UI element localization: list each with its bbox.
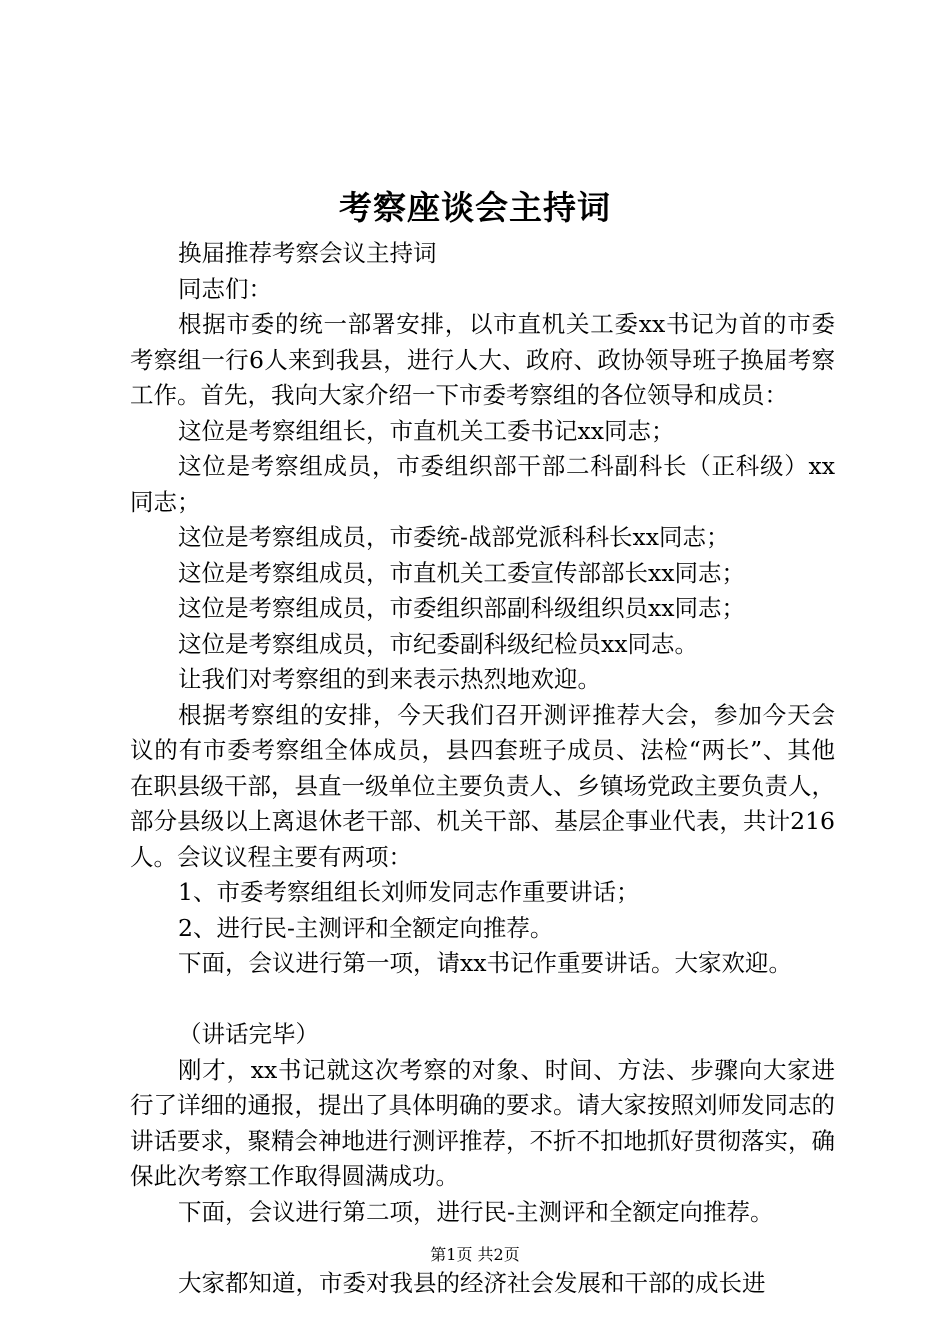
- paragraph: 这位是考察组成员，市委组织部干部二科副科长（正科级）xx同志；: [130, 452, 835, 516]
- document-body: [130, 236, 835, 1301]
- paragraph: 这位是考察组成员，市纪委副科级纪检员xx同志。: [178, 629, 699, 658]
- paragraph: 下面，会议进行第一项，请xx书记作重要讲话。大家欢迎。: [178, 949, 793, 977]
- paragraph: 这位是考察组成员，市委统-战部党派科科长xx同志；: [178, 523, 730, 551]
- paragraph: 根据考察组的安排，今天我们召开测评推荐大会，参加今天会议的有市委考察组全体成员，县四套班子成员、法检“两长”、其他在职县级干部，县直一级单位主要负责人、乡镇场党政主要负责人，部分县级以上离退休老干部、机关干部、基层企事业代表，共计216人。会议议程主要有两项：: [130, 700, 835, 871]
- paragraph: 这位是考察组成员，市委组织部副科级组织员xx同志；: [178, 594, 746, 622]
- paragraph: 让我们对考察组的到来表示热烈地欢迎。: [178, 665, 601, 693]
- paragraph: 1、市委考察组组长刘师发同志作重要讲话；: [178, 878, 640, 906]
- paragraph: 下面，会议进行第二项，进行民-主测评和全额定向推荐。: [178, 1197, 774, 1226]
- paragraph: 刚才，xx书记就这次考察的对象、时间、方法、步骤向大家进行了详细的通报，提出了具体明确的要求。请大家按照刘师发同志的讲话要求，聚精会神地进行测评推荐，不折不扣地抓好贯彻落实，确保此次考察工作取得圆满成功。: [130, 1055, 835, 1190]
- document-title: 考察座谈会主持词: [339, 188, 611, 227]
- blank-line: [130, 982, 835, 1018]
- paragraph-subtitle: 换届推荐考察会议主持词: [178, 239, 437, 267]
- paragraph: （讲话完毕）: [178, 1020, 319, 1048]
- paragraph: 这位是考察组组长，市直机关工委书记xx同志；: [178, 416, 675, 445]
- paragraph: 根据市委的统一部署安排，以市直机关工委xx书记为首的市委考察组一行6人来到我县，进行人大、政府、政协领导班子换届考察工作。首先，我向大家介绍一下市委考察组的各位领导和成员：: [130, 310, 835, 409]
- paragraph-salutation: 同志们：: [178, 274, 272, 303]
- paragraph: 2、进行民-主测评和全额定向推荐。: [178, 913, 554, 942]
- paragraph: 这位是考察组成员，市直机关工委宣传部部长xx同志；: [178, 558, 746, 587]
- page-footer: 第1页 共2页: [430, 1245, 520, 1264]
- paragraph: 大家都知道，市委对我县的经济社会发展和干部的成长进: [178, 1268, 766, 1297]
